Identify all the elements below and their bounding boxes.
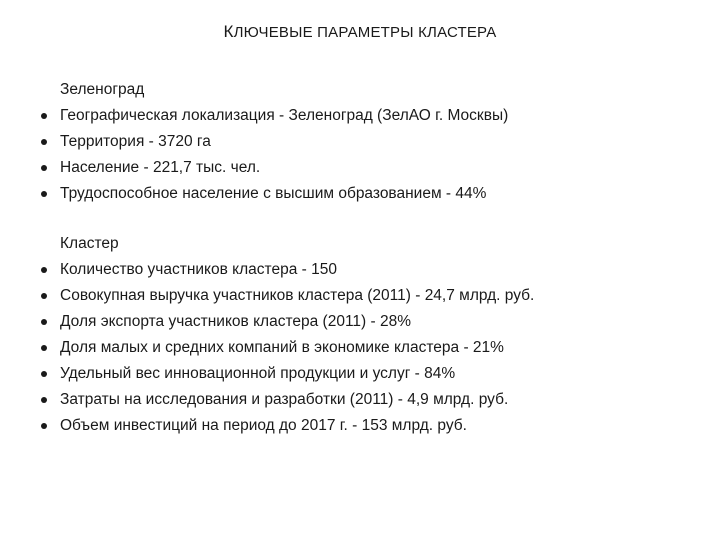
zelenograd-section bbox=[40, 77, 700, 207]
page-title-rest: ЛЮЧЕВЫЕ ПАРАМЕТРЫ КЛАСТЕРА bbox=[233, 24, 497, 41]
list-item-text: Географическая локализация - Зеленоград (ЗелАО г. Москвы) bbox=[60, 107, 509, 124]
list-item bbox=[40, 387, 700, 413]
bullet-icon bbox=[41, 397, 47, 403]
zelenograd-list bbox=[40, 103, 700, 207]
list-item-text: Затраты на исследования и разработки (2011) - 4,9 млрд. руб. bbox=[60, 391, 509, 408]
list-item-text: Территория - 3720 га bbox=[60, 133, 211, 150]
cluster-list bbox=[40, 257, 700, 439]
list-item bbox=[40, 103, 700, 129]
list-item-text: Совокупная выручка участников кластера (2011) - 24,7 млрд. руб. bbox=[60, 287, 535, 304]
bullet-icon bbox=[41, 139, 47, 145]
list-item bbox=[40, 283, 700, 309]
bullet-icon bbox=[41, 293, 47, 299]
page-title bbox=[0, 22, 720, 42]
bullet-icon bbox=[41, 165, 47, 171]
list-item bbox=[40, 413, 700, 439]
cluster-heading: Кластер bbox=[60, 235, 119, 252]
list-item bbox=[40, 335, 700, 361]
list-item bbox=[40, 361, 700, 387]
bullet-icon bbox=[41, 319, 47, 325]
bullet-icon bbox=[41, 345, 47, 351]
list-item-text: Удельный вес инновационной продукции и услуг - 84% bbox=[60, 365, 456, 382]
list-item-text: Количество участников кластера - 150 bbox=[60, 261, 337, 278]
bullet-icon bbox=[41, 191, 47, 197]
page-title-initial: К bbox=[223, 22, 234, 41]
list-item-text: Доля малых и средних компаний в экономике кластера - 21% bbox=[60, 339, 504, 356]
list-item bbox=[40, 181, 700, 207]
list-item-text: Трудоспособное население с высшим образованием - 44% bbox=[60, 185, 487, 202]
list-item bbox=[40, 257, 700, 283]
bullet-icon bbox=[41, 423, 47, 429]
list-item-text: Население - 221,7 тыс. чел. bbox=[60, 159, 261, 176]
list-item bbox=[40, 129, 700, 155]
bullet-icon bbox=[41, 267, 47, 273]
list-item bbox=[40, 309, 700, 335]
list-item-text: Доля экспорта участников кластера (2011) - 28% bbox=[60, 313, 411, 330]
zelenograd-heading: Зеленоград bbox=[60, 81, 145, 98]
list-item-text: Объем инвестиций на период до 2017 г. - 153 млрд. руб. bbox=[60, 417, 467, 434]
bullet-icon bbox=[41, 113, 47, 119]
list-item bbox=[40, 155, 700, 181]
bullet-icon bbox=[41, 371, 47, 377]
cluster-section bbox=[40, 231, 700, 439]
